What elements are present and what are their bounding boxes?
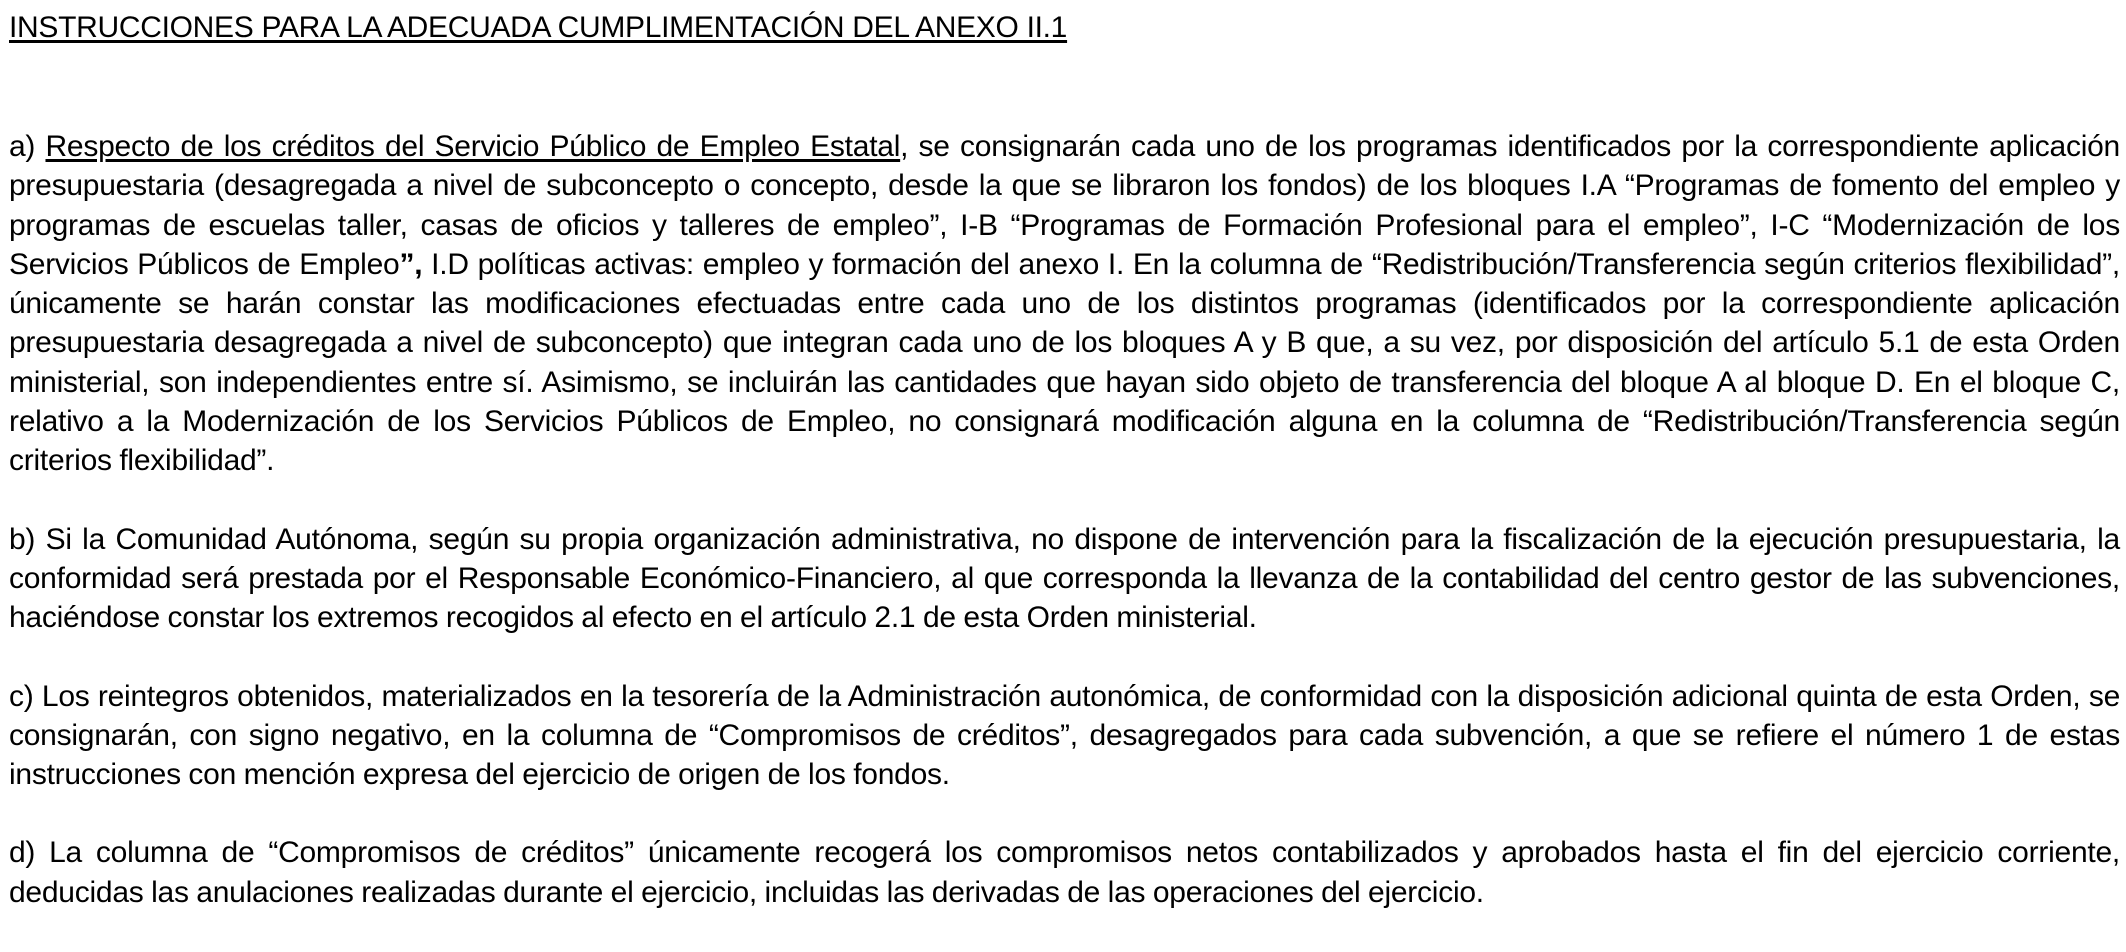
paragraph-a <box>9 127 2120 481</box>
paragraph-a-text-part2: I.D políticas activas: empleo y formación del anexo I. En la columna de “Redistribución/Transferencia según criterios flexibilidad”, únicamente se harán constar las modificaciones efectuadas entre cada uno de los distintos programas (identificados por la correspondiente aplicación presupuestaria desagregada a nivel de subconcepto) que integran cada uno de los bloques A y B que, a su vez, por disposición del artículo 5.1 de esta Orden ministerial, son independientes entre sí. Asimismo, se incluirán las cantidades que hayan sido objeto de transferencia del bloque A al bloque D. En el bloque C, relativo a la Modernización de los Servicios Públicos de Empleo, no consignará modificación alguna en la columna de “Redistribución/Transferencia según criterios flexibilidad”. <box>9 247 2120 478</box>
paragraph-d: d) La columna de “Compromisos de créditos” únicamente recogerá los compromisos netos contabilizados y aprobados hasta el fin del ejercicio corriente, deducidas las anulaciones realizadas durante el ejercicio, incluidas las derivadas de las operaciones del ejercicio. <box>9 836 2120 909</box>
document-title: INSTRUCCIONES PARA LA ADECUADA CUMPLIMENTACIÓN DEL ANEXO II.1 <box>9 11 1068 44</box>
paragraph-a-bold-quote: ”, <box>399 247 423 281</box>
paragraph-a-underlined-heading: Respecto de los créditos del Servicio Público de Empleo Estatal <box>45 130 901 163</box>
paragraph-c: c) Los reintegros obtenidos, materializados en la tesorería de la Administración autonómica, de conformidad con la disposición adicional quinta de esta Orden, se consignarán, con signo negativo, en la columna de “Compromisos de créditos”, desagregados para cada subvención, a que se refiere el número 1 de estas instrucciones con mención expresa del ejercicio de origen de los fondos. <box>9 679 2120 792</box>
paragraph-b: b) Si la Comunidad Autónoma, según su propia organización administrativa, no dispone de intervención para la fiscalización de la ejecución presupuestaria, la conformidad será prestada por el Responsable Económico-Financiero, al que corresponda la llevanza de la contabilidad del centro gestor de las subvenciones, haciéndose constar los extremos recogidos al efecto en el artículo 2.1 de esta Orden ministerial. <box>9 522 2120 635</box>
paragraph-a-text-part1: , se consignarán cada uno de los programas identificados por la correspondiente aplicación presupuestaria (desagregada a nivel de subconcepto o concepto, desde la que se libraron los fondos) de los bloques I.A “Programas de fomento del empleo y programas de escuelas taller, casas de oficios y talleres de empleo”, I-B “Programas de Formación Profesional para el empleo”, I-C “Modernización de los Servicios Públicos de Empleo <box>9 130 2120 281</box>
paragraph-a-prefix: a) <box>9 130 46 163</box>
